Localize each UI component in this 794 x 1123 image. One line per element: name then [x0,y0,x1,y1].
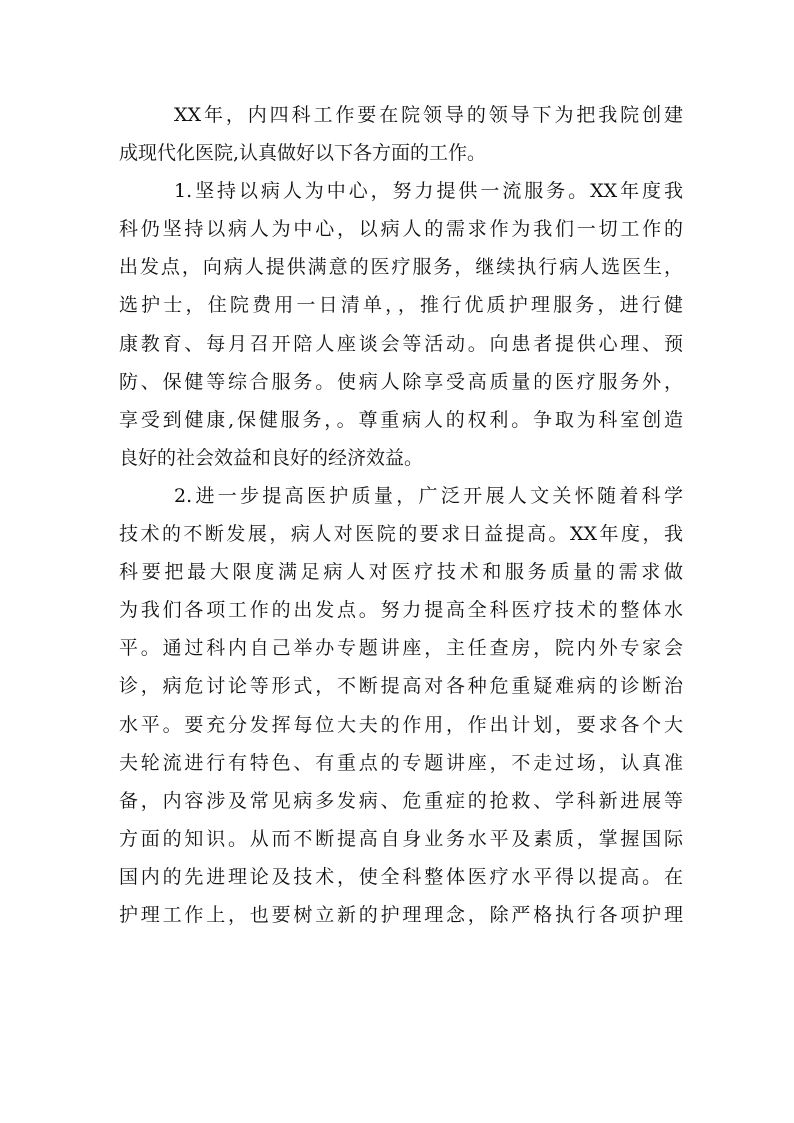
text-line: 夫轮流进行有特色、有重点的专题讲座，不走过场，认真准 [119,751,683,774]
text-line: 水平。要充分发挥每位大夫的作用，作出计划，要求各个大 [119,713,683,736]
text-line: 科仍坚持以病人为中心，以病人的需求作为我们一切工作的 [119,218,683,241]
text-line: 康教育、每月召开陪人座谈会等活动。向患者提供心理、预 [119,332,683,355]
text-line: 享受到健康,保健服务，。尊重病人的权利。争取为科室创造 [119,408,683,431]
text-line: 国内的先进理论及技术，使全科整体医疗水平得以提高。在 [119,865,683,888]
text-line: XX年，内四科工作要在院领导的领导下为把我院创建 [174,104,683,126]
text-line: 选护士，住院费用一日清单，，推行优质护理服务，进行健 [119,294,683,317]
paragraph-item-2 [119,477,683,934]
text-line: 护理工作上，也要树立新的护理理念，除严格执行各项护理 [119,903,683,926]
text-line: 1.坚持以病人为中心，努力提供一流服务。XX年度我 [174,180,683,203]
text-line: 诊，病危讨论等形式，不断提高对各种危重疑难病的诊断治 [119,675,683,698]
text-line: 备，内容涉及常见病多发病、危重症的抢救、学科新进展等 [119,789,683,812]
text-line: 平。通过科内自己举办专题讲座，主任查房，院内外专家会 [119,637,683,660]
text-line: 良好的社会效益和良好的经济效益。 [119,446,424,469]
text-line: 科要把最大限度满足病人对医疗技术和服务质量的需求做 [119,561,683,584]
text-line: 为我们各项工作的出发点。努力提高全科医疗技术的整体水 [119,599,683,622]
text-line: 2.进一步提高医护质量，广泛开展人文关怀随着科学 [174,484,683,507]
text-line: 防、保健等综合服务。使病人除享受高质量的医疗服务外， [119,370,683,393]
text-line: 技术的不断发展，病人对医院的要求日益提高。XX年度，我 [119,523,683,546]
text-line: 方面的知识。从而不断提高自身业务水平及素质，掌握国际 [119,827,683,850]
text-line: 成现代化医院,认真做好以下各方面的工作。 [119,142,487,165]
document-body [119,96,683,934]
text-line: 出发点，向病人提供满意的医疗服务，继续执行病人选医生， [119,256,683,279]
paragraph-intro [119,96,683,172]
paragraph-item-1 [119,172,683,477]
